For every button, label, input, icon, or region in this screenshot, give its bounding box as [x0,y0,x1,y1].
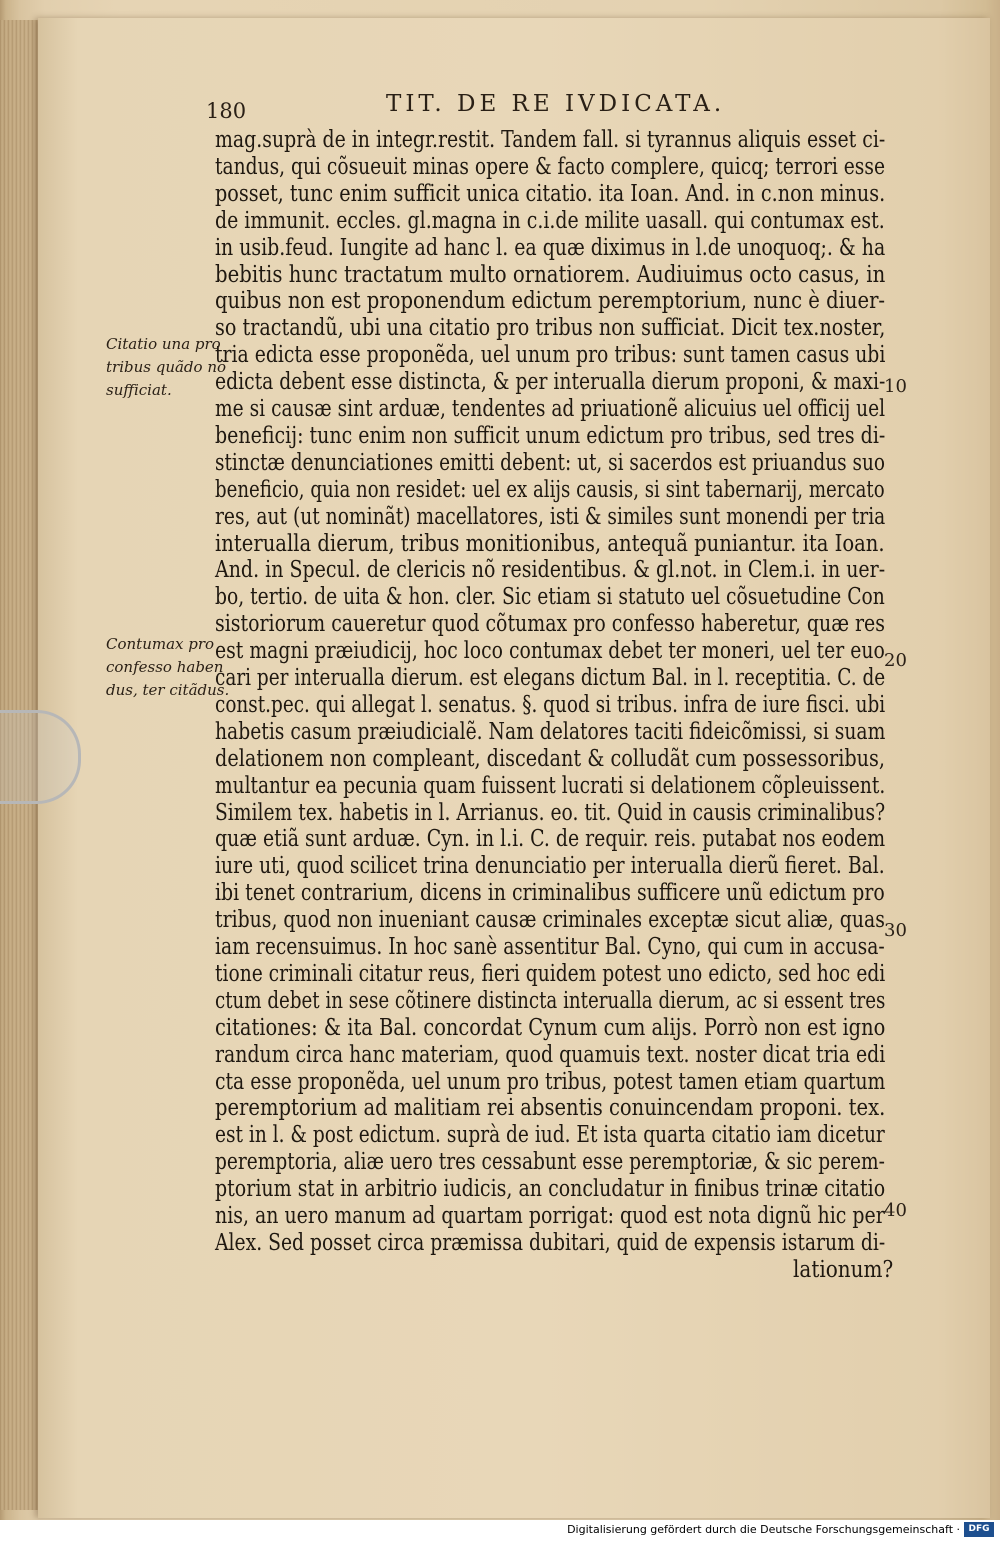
text-line: iam recensuimus. In hoc sanè assentitur Bal. Cyno, qui cum in accusa- [215,934,885,960]
line-number: 40 [884,1200,907,1221]
text-line: edicta debent esse distincta, & per interualla dierum proponi, & maxi- [215,369,886,396]
footer-credit: Digitalisierung gefördert durch die Deutsche Forschungsgemeinschaft · [567,1523,960,1536]
line-number: 10 [884,376,907,397]
text-line: quibus non est proponendum edictum peremptorium, nunc è diuer- [215,288,886,315]
text-line: cta esse proponẽda, uel unum pro tribus, potest tamen etiam quartum [215,1068,886,1095]
text-line: quæ etiã sunt arduæ. Cyn. in l.i. C. de requir. reis. putabat nos eodem [215,826,886,853]
text-line: tria edicta esse proponẽda, uel unum pro tribus: sunt tamen casus ubi [215,342,886,369]
text-line: res, aut (ut nominãt) macellatores, isti & similes sunt monendi per tria [215,503,886,530]
text-line: tribus, quod non inueniant causæ criminales exceptæ sicut aliæ, quas [215,907,885,934]
line-number: 30 [884,920,907,941]
text-line: tandus, qui cõsueuit minas opere & facto complere, quicq; terrori esse [215,153,886,180]
page-clip [0,710,81,804]
text-line: beneficio, quia non residet: uel ex alijs causis, si sint tabernarij, mercato [215,476,885,503]
marginal-gloss-line: Citatio una pro [106,335,221,353]
marginal-gloss-line: tribus quãdo nõ [106,358,227,376]
marginal-gloss-line: confesso haben [106,658,224,676]
text-line: Alex. Sed posset circa præmissa dubitari, quid de expensis istarum di- [215,1229,886,1256]
text-line: iure uti, quod scilicet trina denunciatio per interualla dierũ fieret. Bal. [215,853,885,880]
text-line: sistoriorum caueretur quod cõtumax pro confesso haberetur, quæ res [215,611,885,638]
dfg-logo: DFG [964,1522,994,1537]
text-line: de immunit. eccles. gl.magna in c.i.de milite uasall. qui contumax est. [215,207,885,234]
text-line: bebitis hunc tractatum multo ornatiorem. Audiuimus octo casus, in [215,261,886,288]
text-line: ptorium stat in arbitrio iudicis, an concludatur in finibus trinæ citatio [215,1176,886,1203]
text-line: nis, an uero manum ad quartam porrigat: quod est nota dignũ hic per [215,1203,885,1229]
marginal-gloss-line: Contumax pro [106,635,215,653]
running-head: TIT. DE RE IVDICATA. [386,91,726,117]
text-line: beneficij: tunc enim non sufficit unum edictum pro tribus, sed tres di- [215,422,886,449]
text-line: delationem non compleant, discedant & colludãt cum possessoribus, [215,745,886,772]
text-line: habetis casum præiudicialẽ. Nam delatores taciti fideicõmissi, si suam [215,718,886,745]
text-line: bo, tertio. de uita & hon. cler. Sic etiam si statuto uel cõsuetudine Con [215,584,885,611]
folio-number: 180 [206,99,247,123]
line-number: 20 [884,650,907,671]
text-line: ibi tenet contrarium, dicens in criminalibus sufficere unũ edictum pro [215,880,885,907]
text-line: posset, tunc enim sufficit unica citatio. ita Ioan. And. in c.non minus. [215,180,886,207]
text-line: ctum debet in sese cõtinere distincta interualla dierum, ac si essent tres [215,987,886,1014]
text-line: peremptorium ad malitiam rei absentis conuincendam proponi. tex. [215,1095,886,1122]
text-line: const.pec. qui allegat l. senatus. §. quod si tribus. infra de iure fisci. ubi [215,691,886,718]
text-line: citationes: & ita Bal. concordat Cynum cum alijs. Porrò non est igno [215,1014,886,1041]
marginal-gloss-line: sufficiat. [106,381,172,399]
text-line: interualla dierum, tribus monitionibus, antequã puniantur. ita Ioan. [215,530,885,557]
text-line: lationum? [793,1256,894,1283]
text-line: in usib.feud. Iungite ad hanc l. ea quæ diximus in l.de unoquoq;. & ha [215,234,886,261]
text-line: randum circa hanc materiam, quod quamuis text. noster dicat tria edi [215,1041,886,1068]
text-line: Similem tex. habetis in l. Arrianus. eo. tit. Quid in causis criminalibus? [215,799,886,826]
text-line: est in l. & post edictum. suprà de iud. Et ista quarta citatio iam dicetur [215,1122,885,1149]
text-line: cari per interualla dierum. est elegans dictum Bal. in l. receptitia. C. de [215,665,886,691]
text-line: tione criminali citatur reus, fieri quidem potest uno edicto, sed hoc edi [215,960,886,987]
text-line: stinctæ denunciationes emitti debent: ut, si sacerdos est priuandus suo [215,449,886,476]
footer-bar [0,1520,1000,1541]
text-line: so tractandũ, ubi una citatio pro tribus non sufficiat. Dicit tex.noster, [215,315,886,342]
text-line: mag.suprà de in integr.restit. Tandem fall. si tyrannus aliquis esset ci- [215,127,886,153]
marginal-gloss-line: dus, ter citãdus. [106,681,230,699]
text-line: And. in Specul. de clericis nõ residentibus. & gl.not. in Clem.i. in uer- [215,557,886,584]
text-line: me si causæ sint arduæ, tendentes ad priuationẽ alicuius uel officij uel [215,396,886,422]
text-line: est magni præiudicij, hoc loco contumax debet ter moneri, uel ter euo [215,638,885,665]
text-line: peremptoria, aliæ uero tres cessabunt esse peremptoriæ, & sic perem- [215,1149,885,1176]
text-line: multantur ea pecunia quam fuissent lucrati si delationem cõpleuissent. [215,772,886,799]
